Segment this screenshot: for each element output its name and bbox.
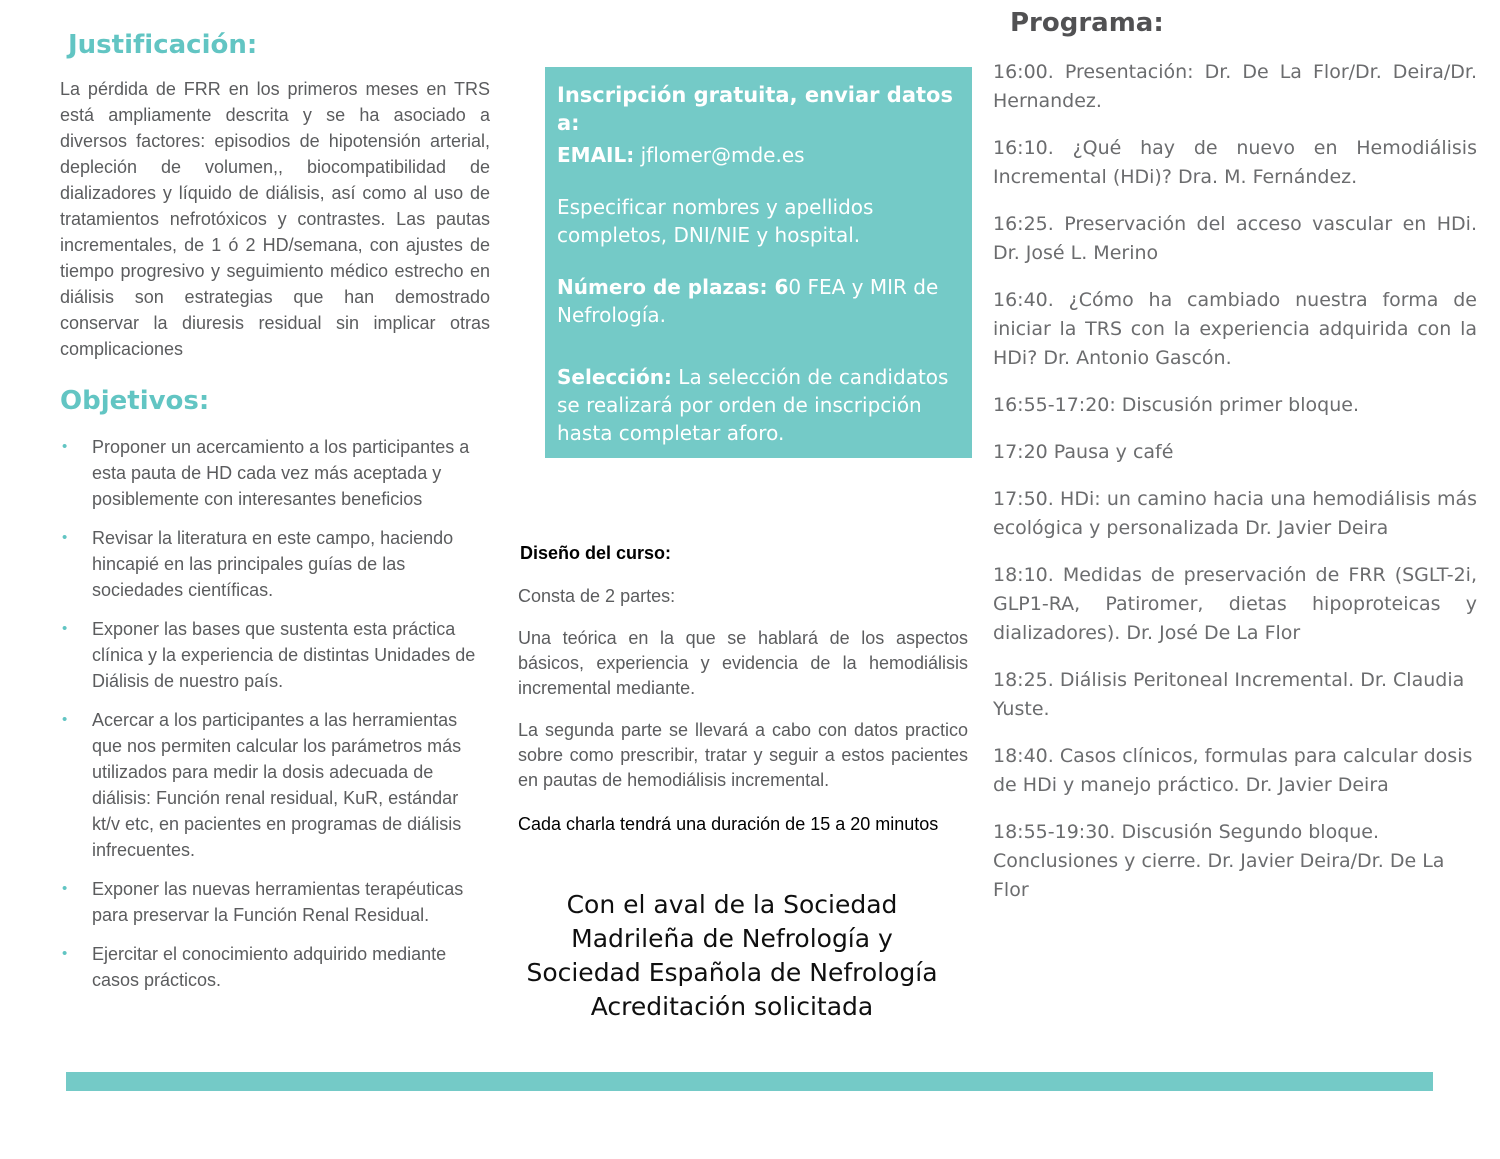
program-title: Programa:: [1010, 8, 1164, 38]
objective-item: [60, 616, 490, 694]
objective-item: [60, 876, 490, 928]
program-item: 16:00. Presentación: Dr. De La Flor/Dr. Deira/Dr. Hernandez.: [993, 61, 1477, 112]
justification-text: La pérdida de FRR en los primeros meses en TRS está ampliamente descrita y se ha asociado a diversos factores: episodios de hipotensión arterial, depleción de volumen,, biocompatibilidad de dializadores y líquido de diálisis, así como al uso de tratamientos nefrotóxicos y contrastes. Las pautas incrementales, de 1 ó 2 HD/semana, con ajustes de tiempo progresivo y seguimiento médico estrecho en diálisis son estrategias que han demostrado conservar la diuresis residual sin implicar otras complicaciones: [60, 79, 490, 359]
program-item: 18:25. Diálisis Peritoneal Incremental. Dr. Claudia Yuste.: [993, 669, 1465, 720]
course-design-paragraph: La segunda parte se llevará a cabo con datos practico sobre como prescribir, tratar y seguir a estos pacientes en pautas de hemodiálisis incremental.: [518, 720, 968, 790]
plazas-value: 0 FEA y MIR de Nefrología.: [557, 275, 939, 327]
objective-text: Proponer un acercamiento a los participantes a esta pauta de HD cada vez más aceptada y posiblemente con interesantes beneficios: [92, 437, 470, 509]
course-design-paragraph: Consta de 2 partes:: [518, 586, 676, 606]
email-label: EMAIL:: [557, 143, 635, 167]
course-design-paragraphs: [518, 584, 968, 793]
endorsement-line: Con el aval de la Sociedad: [566, 890, 898, 919]
objectives-list: [60, 434, 490, 993]
program-item: 16:40. ¿Cómo ha cambiado nuestra forma de iniciar la TRS con la experiencia adquirida con la HDi? Dr. Antonio Gascón.: [993, 289, 1477, 369]
email-value: jflomer@mde.es: [634, 143, 805, 167]
course-duration-note: Cada charla tendrá una duración de 15 a 20 minutos: [518, 814, 939, 834]
objective-item: [60, 434, 490, 512]
bullet-icon: •: [62, 529, 68, 546]
objective-text: Ejercitar el conocimiento adquirido mediante casos prácticos.: [92, 944, 447, 990]
objective-item: [60, 707, 490, 863]
bullet-icon: •: [62, 711, 68, 728]
justification-title: Justificación:: [68, 30, 258, 60]
objective-item: [60, 941, 490, 993]
seleccion-label: Selección:: [557, 365, 672, 389]
bullet-icon: •: [62, 945, 68, 962]
registration-specify-line: Especificar nombres y apellidos completos, DNI/NIE y hospital.: [557, 195, 874, 247]
bullet-icon: •: [62, 438, 68, 455]
objective-item: [60, 525, 490, 603]
registration-email-line: [557, 141, 962, 169]
program-item: 16:10. ¿Qué hay de nuevo en Hemodiálisis Incremental (HDi)? Dra. M. Fernández.: [993, 137, 1477, 188]
program-item: 18:40. Casos clínicos, formulas para calcular dosis de HDi y manejo práctico. Dr. Javier Deira: [993, 745, 1473, 796]
program-column: [993, 8, 1477, 923]
program-item: 18:55-19:30. Discusión Segundo bloque. Conclusiones y cierre. Dr. Javier Deira/Dr. De La Flor: [993, 821, 1445, 901]
objective-text: Revisar la literatura en este campo, haciendo hincapié en las principales guías de las sociedades científicas.: [92, 528, 454, 600]
objective-text: Exponer las bases que sustenta esta práctica clínica y la experiencia de distintas Unidades de Diálisis de nuestro país.: [92, 619, 476, 691]
bullet-icon: •: [62, 620, 68, 637]
program-list: [993, 58, 1477, 905]
program-item: 18:10. Medidas de preservación de FRR (SGLT-2i, GLP1-RA, Patiromer, dietas hipoproteicas y dializadores). Dr. José De La Flor: [993, 564, 1477, 644]
registration-title: Inscripción gratuita, enviar datos a:: [557, 83, 953, 135]
endorsement-line: Madrileña de Nefrología y: [571, 924, 893, 953]
course-design-title: Diseño del curso:: [520, 543, 672, 563]
registration-selection-line: [557, 363, 962, 447]
bottom-accent-bar: [66, 1072, 1433, 1091]
registration-box: [545, 67, 972, 458]
registration-plazas-line: [557, 273, 962, 329]
seleccion-value: La selección de candidatos se realizará por orden de inscripción hasta completar aforo.: [557, 365, 949, 445]
program-item: 17:50. HDi: un camino hacia una hemodiálisis más ecológica y personalizada Dr. Javier Deira: [993, 488, 1477, 539]
program-item: 17:20 Pausa y café: [993, 441, 1174, 463]
objective-text: Exponer las nuevas herramientas terapéuticas para preservar la Función Renal Residual.: [92, 879, 464, 925]
bullet-icon: •: [62, 880, 68, 897]
left-column: [60, 30, 490, 1006]
program-item: 16:25. Preservación del acceso vascular en HDi. Dr. José L. Merino: [993, 213, 1477, 264]
endorsement-block: [500, 888, 964, 1024]
objective-text: Acercar a los participantes a las herramientas que nos permiten calcular los parámetros más utilizados para medir la dosis adecuada de diálisis: Función renal residual, KuR, estándar kt/v etc, en pacientes en programas de diálisis infrecuentes.: [92, 710, 462, 860]
course-design-section: [518, 543, 968, 853]
endorsement-line: Acreditación solicitada: [590, 992, 874, 1021]
endorsement-line: Sociedad Española de Nefrología: [526, 958, 938, 987]
program-item: 16:55-17:20: Discusión primer bloque.: [993, 394, 1359, 416]
course-design-paragraph: Una teórica en la que se hablará de los aspectos básicos, experiencia y evidencia de la hemodiálisis incremental mediante.: [518, 628, 968, 698]
plazas-label: Número de plazas: 6: [557, 275, 789, 299]
objectives-title: Objetivos:: [60, 386, 210, 416]
